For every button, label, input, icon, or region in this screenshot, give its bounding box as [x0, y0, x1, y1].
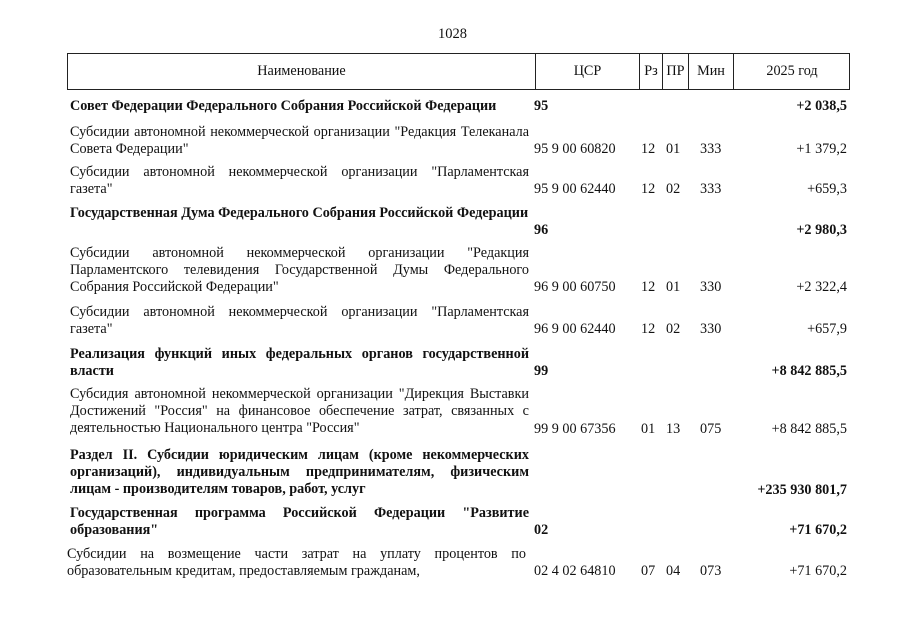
row-amount: +1 379,2	[796, 141, 847, 157]
header-csr: ЦСР	[536, 54, 640, 89]
table-row	[0, 346, 905, 382]
row-name: Государственная программа Российской Федерации "Развитие образования"	[70, 505, 529, 538]
table-row	[0, 505, 905, 541]
header-name: Наименование	[68, 54, 536, 89]
row-amount: +235 930 801,7	[757, 482, 847, 498]
header-min: Мин	[689, 54, 734, 89]
row-name: Субсидии автономной некоммерческой организации "Парламентская газета"	[70, 304, 529, 337]
row-pr: 01	[666, 141, 681, 157]
row-amount: +8 842 885,5	[771, 363, 847, 379]
row-amount: +71 670,2	[789, 522, 847, 538]
row-csr: 99 9 00 67356	[534, 421, 616, 437]
row-pr: 02	[666, 181, 681, 197]
table-row	[0, 245, 905, 299]
row-rz: 12	[641, 321, 656, 337]
row-name: Реализация функций иных федеральных органов государственной власти	[70, 346, 529, 379]
row-name: Субсидии автономной некоммерческой организации "Парламентская газета"	[70, 164, 529, 197]
row-csr: 96 9 00 62440	[534, 321, 616, 337]
page-number: 1028	[438, 26, 467, 42]
row-pr: 01	[666, 279, 681, 295]
table-row	[0, 98, 905, 116]
row-csr: 95 9 00 60820	[534, 141, 616, 157]
header-year: 2025 год	[766, 63, 818, 79]
table-row	[0, 546, 905, 582]
row-min: 330	[700, 279, 722, 295]
row-pr: 04	[666, 563, 681, 579]
row-name: Субсидии на возмещение части затрат на уплату процентов по образовательным кредитам, предоставляемым гражданам,	[67, 546, 526, 579]
table-header	[67, 53, 850, 90]
row-amount: +2 980,3	[796, 222, 847, 238]
row-min: 333	[700, 141, 722, 157]
row-name: Субсидия автономной некоммерческой организации "Дирекция Выставки Достижений "Россия" на финансовое обеспечение затрат, связанных с деятельностью Национального центра "Россия"	[70, 386, 529, 436]
row-name: Субсидии автономной некоммерческой организации "Редакция Телеканала Совета Федерации"	[70, 124, 529, 157]
row-rz: 07	[641, 563, 656, 579]
row-name: Государственная Дума Федерального Собрания Российской Федерации	[70, 205, 529, 221]
row-rz: 12	[641, 181, 656, 197]
row-min: 075	[700, 421, 722, 437]
row-pr: 02	[666, 321, 681, 337]
row-amount: +2 322,4	[796, 279, 847, 295]
row-csr: 99	[534, 363, 549, 379]
table-row	[0, 164, 905, 200]
row-amount: +659,3	[807, 181, 847, 197]
row-min: 073	[700, 563, 722, 579]
row-min: 330	[700, 321, 722, 337]
row-csr: 95	[534, 98, 549, 114]
row-name: Субсидии автономной некоммерческой организации "Редакция Парламентского телевидения Государственной Думы Федерального Собрания Российской Федерации"	[70, 245, 529, 295]
row-csr: 96	[534, 222, 549, 238]
row-pr: 13	[666, 421, 681, 437]
header-pr: ПР	[663, 54, 689, 89]
row-csr: 96 9 00 60750	[534, 279, 616, 295]
row-rz: 01	[641, 421, 656, 437]
table-row	[0, 124, 905, 160]
row-min: 333	[700, 181, 722, 197]
row-amount: +71 670,2	[789, 563, 847, 579]
table-row	[0, 447, 905, 501]
row-amount: +2 038,5	[796, 98, 847, 114]
row-name: Раздел II. Субсидии юридическим лицам (кроме некоммерческих организаций), индивидуальным предпринимателям, физическим лицам - производителям товаров, работ, услуг	[70, 447, 529, 497]
table-row	[0, 205, 905, 241]
row-csr: 02	[534, 522, 549, 538]
row-csr: 02 4 02 64810	[534, 563, 616, 579]
row-rz: 12	[641, 279, 656, 295]
row-name: Совет Федерации Федерального Собрания Российской Федерации	[70, 98, 497, 114]
row-csr: 95 9 00 62440	[534, 181, 616, 197]
row-amount: +657,9	[807, 321, 847, 337]
header-rz: Рз	[640, 54, 663, 89]
row-rz: 12	[641, 141, 656, 157]
row-amount: +8 842 885,5	[771, 421, 847, 437]
table-row	[0, 386, 905, 440]
table-row	[0, 304, 905, 340]
